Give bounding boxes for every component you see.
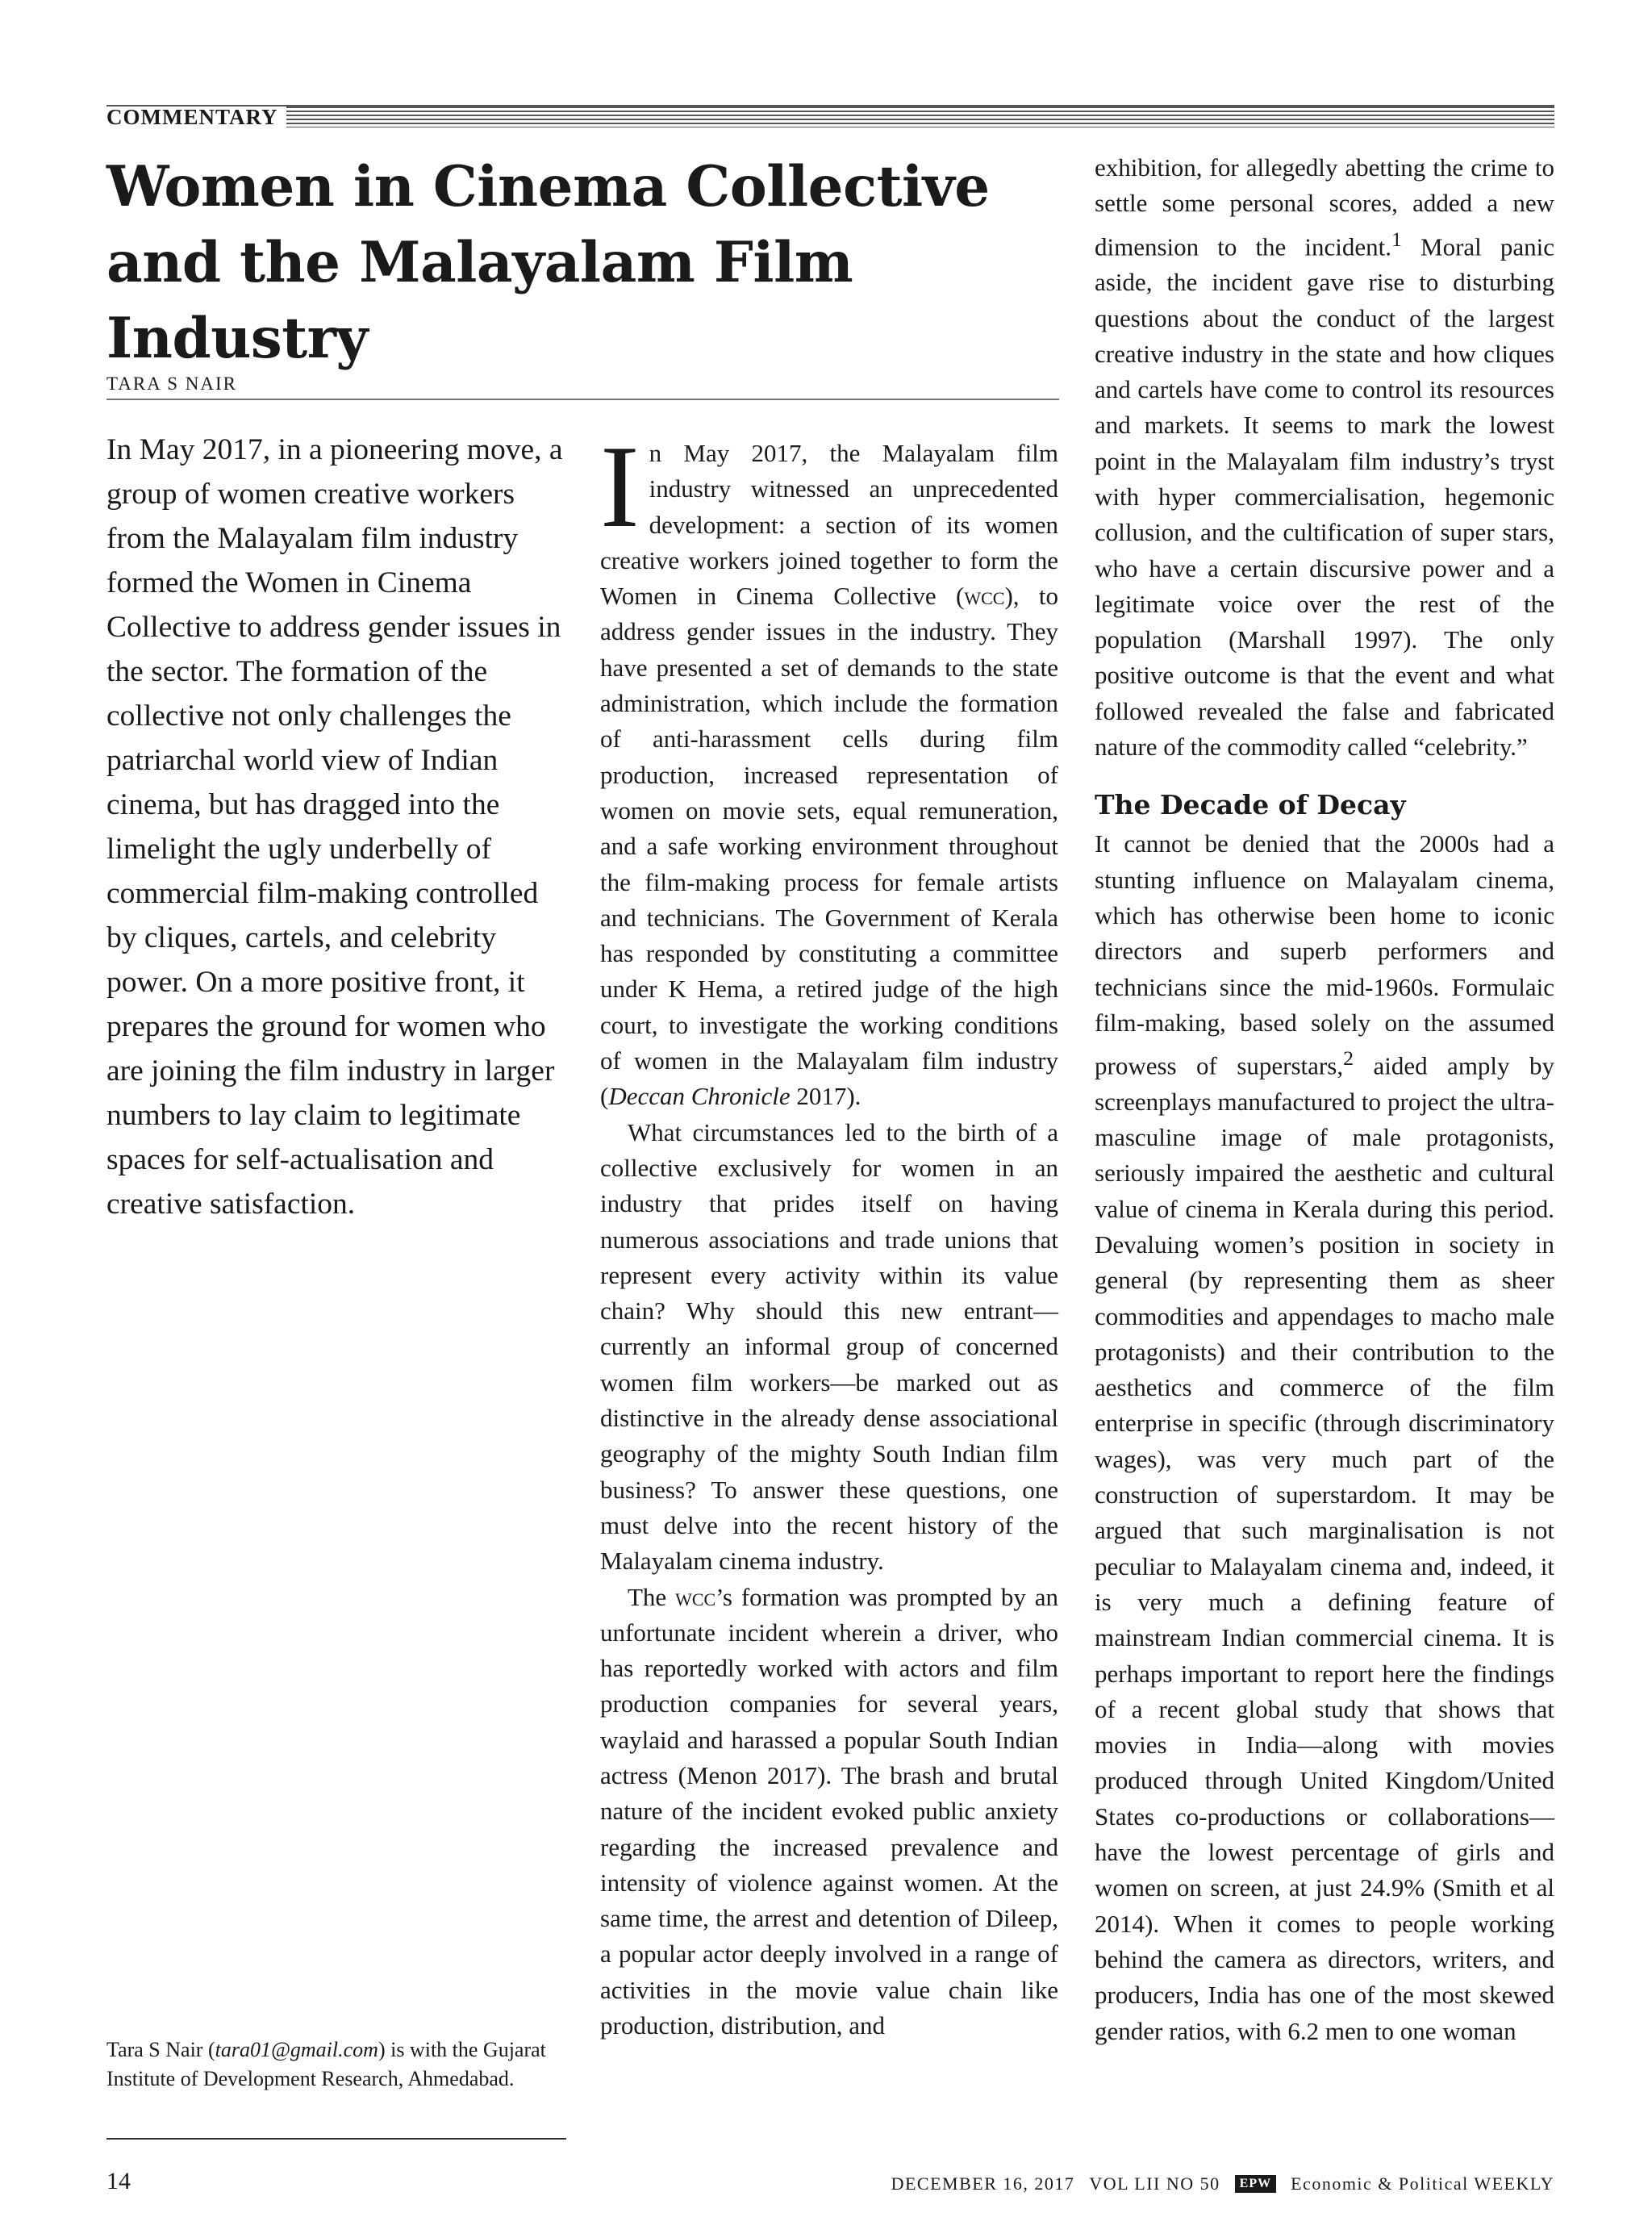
paragraph: It cannot be denied that the 2000s had a stunting influence on Malayalam cinema, which has otherwise been home to iconic directors and superb performers and technicians since the mid-1960s. Formulaic film-making, based solely on the assumed prowess of superstars,$^2$ aided amply by screenplays manufactured to project the ultra-masculine image of male protagonists, seriously impaired the aesthetic and cultural value of cinema in Kerala during this period. Devaluing women’s position in society in general (by representing them as sheer commodities and appendages to macho male protagonists) and their contribution to the aesthetics and commerce of the film enterprise in specific (through discriminatory wages), was very much part of the construction of superstardom. It may be argued that such marginalisation is not peculiar to Malayalam cinema and, indeed, it is very much a defining feature of mainstream Indian commercial cinema. It is perhaps important to report here the findings of a recent global study that shows that movies in India—along with movies produced through United Kingdom/United States co-productions or collaborations—have the lowest percentage of girls and women on screen, at just 24.9% (Smith et al 2014). When it comes to people working behind the camera as directors, writers, and producers, India has one of the most skewed gender ratios, with 6.2 men to one woman (1095, 829, 1555, 2045)
affiliation-prefix: Tara S Nair ( (106, 2038, 215, 2061)
header-decorative-rules (286, 106, 1554, 127)
paragraph: exhibition, for allegedly abetting the crime to settle some personal scores, added a new dimension to the incident.$^1$ Moral panic aside, the incident gave rise to disturbing questions about the conduct of the largest creative industry in the state and how cliques and cartels have come to control its resources and markets. It seems to mark the lowest point in the Malayalam film industry’s tryst with hyper commercialisation, hegemonic collusion, and the cultification of super stars, who have a certain discursive power and a legitimate voice over the rest of the population (Marshall 1997). The only positive outcome is that the event and what followed revealed the false and fabricated nature of the commodity called “celebrity.” (1095, 153, 1554, 762)
citation: Deccan Chronicle (608, 1082, 791, 1111)
author-byline: TARA S NAIR (106, 374, 238, 394)
paragraph: In May 2017, the Malayalam film industry witnessed an unprecedented development: a section of its women creative workers joined together to form the Women in Cinema Collective (wcc), to address gender issues in the industry. They have presented a set of demands to the state administration, which include the formation of anti-harassment cells during film production, increased representation of women on movie sets, equal remuneration, and a safe working environment throughout the film-making process for female artists and technicians. The Government of Kerala has responded by constituting a committee under K Hema, a retired judge of the high court, to investigate the working conditions of women in the Malayalam film industry (Deccan Chronicle 2017). (600, 421, 1058, 1111)
article-abstract: In May 2017, in a pioneering move, a group of women creative workers from the Malayalam film industry formed the Women in Cinema Collective to address gender issues in the sector. The formation of the collective not only challenges the patriarchal world view of Indian cinema, but has dragged into the limelight the ugly underbelly of commercial film-making controlled by cliques, cartels, and celebrity power. On a more positive front, it prepares the ground for women who are joining the film industry in larger numbers to lay claim to legitimate spaces for self-actualisation and creative satisfaction. (106, 433, 563, 1221)
issue-date: DECEMBER 16, 2017 (891, 2173, 1075, 2194)
section-heading: The Decade of Decay (1095, 789, 1406, 821)
affiliation-suffix: ) is with the Gujarat Institute of Development Research, Ahmedabad. (106, 2038, 546, 2090)
section-tag: COMMENTARY (106, 105, 278, 129)
journal-name: Economic & Political WEEKLY (1291, 2173, 1554, 2194)
author-affiliation (106, 2035, 566, 2094)
drop-cap: I (600, 421, 640, 552)
page-footer (891, 2173, 1554, 2194)
issue-volume: VOL LII NO 50 (1089, 2173, 1220, 2194)
page-number: 14 (106, 2168, 131, 2194)
article-title: Women in Cinema Collective and the Malayalam Film Industry (106, 154, 990, 371)
abbreviation: wcc (675, 1582, 716, 1611)
footnote-marker: 2 (1343, 1046, 1354, 1071)
author-email: tara01@gmail.com (215, 2038, 378, 2061)
byline-rule (106, 399, 1059, 400)
paragraph: The wcc’s formation was prompted by an unfortunate incident wherein a driver, who has reportedly worked with actors and film production companies for several years, waylaid and harassed a popular South Indian actress (Menon 2017). The brash and brutal nature of the incident evoked public anxiety regarding the increased prevalence and intensity of violence against women. At the same time, the arrest and detention of Dileep, a popular actor deeply involved in a range of activities in the movie value chain like production, distribution, and (600, 1582, 1058, 2040)
affiliation-rule (106, 2138, 566, 2140)
abbreviation: wcc (964, 582, 1005, 611)
epw-logo: EPW (1235, 2175, 1276, 2193)
footnote-marker: 1 (1391, 227, 1402, 251)
paragraph: What circumstances led to the birth of a collective exclusively for women in an industry that prides itself on having numerous associations and trade unions that represent every activity within its value chain? Why should this new entrant—currently an informal group of concerned women film workers—be marked out as distinctive in the already dense associational geography of the mighty South Indian film business? To answer these questions, one must delve into the recent history of the Malayalam cinema industry. (600, 1117, 1058, 1576)
body-column-1 (600, 421, 1058, 2044)
body-column-2 (1095, 150, 1554, 2049)
